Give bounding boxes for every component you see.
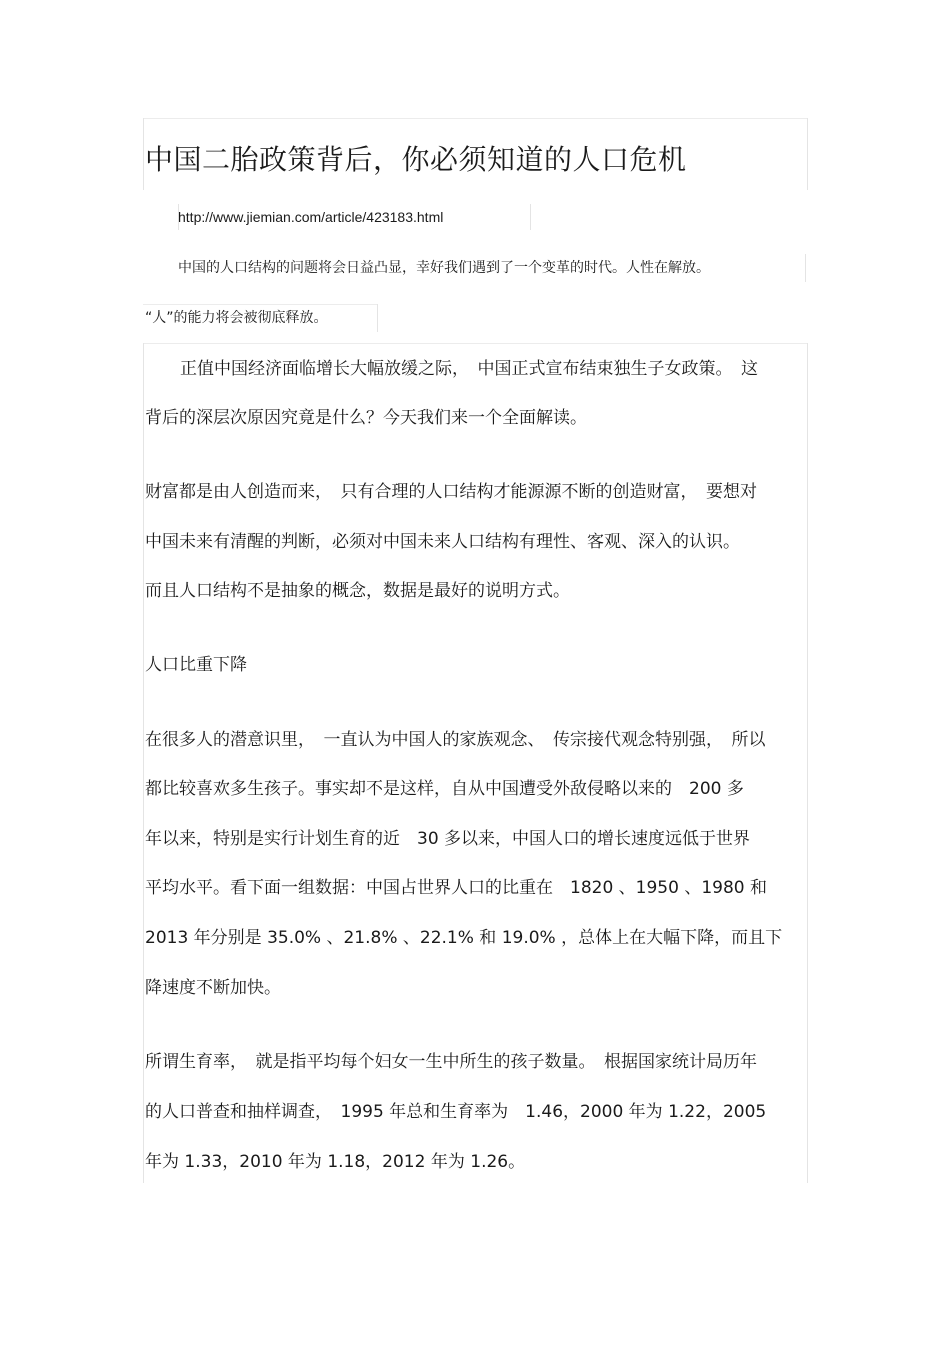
paragraph-4-line-1: 所谓生育率， 就是指平均每个妇女一生中所生的孩子数量。 根据国家统计局历年 — [145, 1052, 757, 1072]
paragraph-3-line-5: 2013 年分别是 35.0% 、21.8% 、22.1% 和 19.0% ，总体上在大幅下降，而且下 — [145, 928, 783, 948]
paragraph-3-line-2: 都比较喜欢多生孩子。事实却不是这样，自从中国遭受外敌侵略以来的 200 多 — [145, 779, 744, 799]
paragraph-2-line-2: 中国未来有清醒的判断，必须对中国未来人口结构有理性、客观、深入的认识。 — [145, 532, 740, 552]
summary2-right-rule — [377, 304, 378, 332]
paragraph-2-line-1: 财富都是由人创造而来， 只有合理的人口结构才能源源不断的创造财富， 要想对 — [145, 482, 757, 502]
section-heading: 人口比重下降 — [145, 655, 247, 675]
paragraph-3-line-6: 降速度不断加快。 — [145, 978, 281, 998]
body-top-rule — [143, 343, 807, 344]
paragraph-3-line-3: 年以来，特别是实行计划生育的近 30 多以来，中国人口的增长速度远低于世界 — [145, 829, 751, 849]
summary-right-rule — [805, 254, 806, 282]
paragraph-2-line-3: 而且人口结构不是抽象的概念，数据是最好的说明方式。 — [145, 581, 570, 601]
summary-line-1: 中国的人口结构的问题将会日益凸显，幸好我们遇到了一个变革的时代。人性在解放。 — [178, 260, 710, 276]
article-title: 中国二胎政策背后，你必须知道的人口危机 — [145, 143, 687, 176]
paragraph-3-line-4: 平均水平。看下面一组数据：中国占世界人口的比重在 1820 、1950 、1980 和 — [145, 878, 768, 898]
paragraph-3-line-1: 在很多人的潜意识里， 一直认为中国人的家族观念、 传宗接代观念特别强， 所以 — [145, 730, 766, 750]
frame-right-rule — [807, 118, 808, 190]
paragraph-1-line-2: 背后的深层次原因究竟是什么？今天我们来一个全面解读。 — [145, 408, 587, 428]
paragraph-4-line-2: 的人口普查和抽样调查， 1995 年总和生育率为 1.46，2000 年为 1.22，2005 — [145, 1102, 767, 1122]
paragraph-1-line-1: 正值中国经济面临增长大幅放缓之际， 中国正式宣布结束独生子女政策。 这 — [163, 359, 758, 379]
article-url[interactable]: http://www.jiemian.com/article/423183.html — [178, 209, 444, 225]
url-right-rule — [530, 204, 531, 230]
frame-top-rule — [143, 118, 807, 119]
body-right-rule — [807, 343, 808, 1183]
body-left-rule — [143, 343, 144, 1183]
summary2-top-rule — [143, 304, 378, 305]
frame-left-rule — [143, 118, 144, 190]
summary-line-2: “人”的能力将会被彻底释放。 — [145, 310, 328, 326]
paragraph-4-line-3: 年为 1.33，2010 年为 1.18，2012 年为 1.26。 — [145, 1152, 526, 1172]
